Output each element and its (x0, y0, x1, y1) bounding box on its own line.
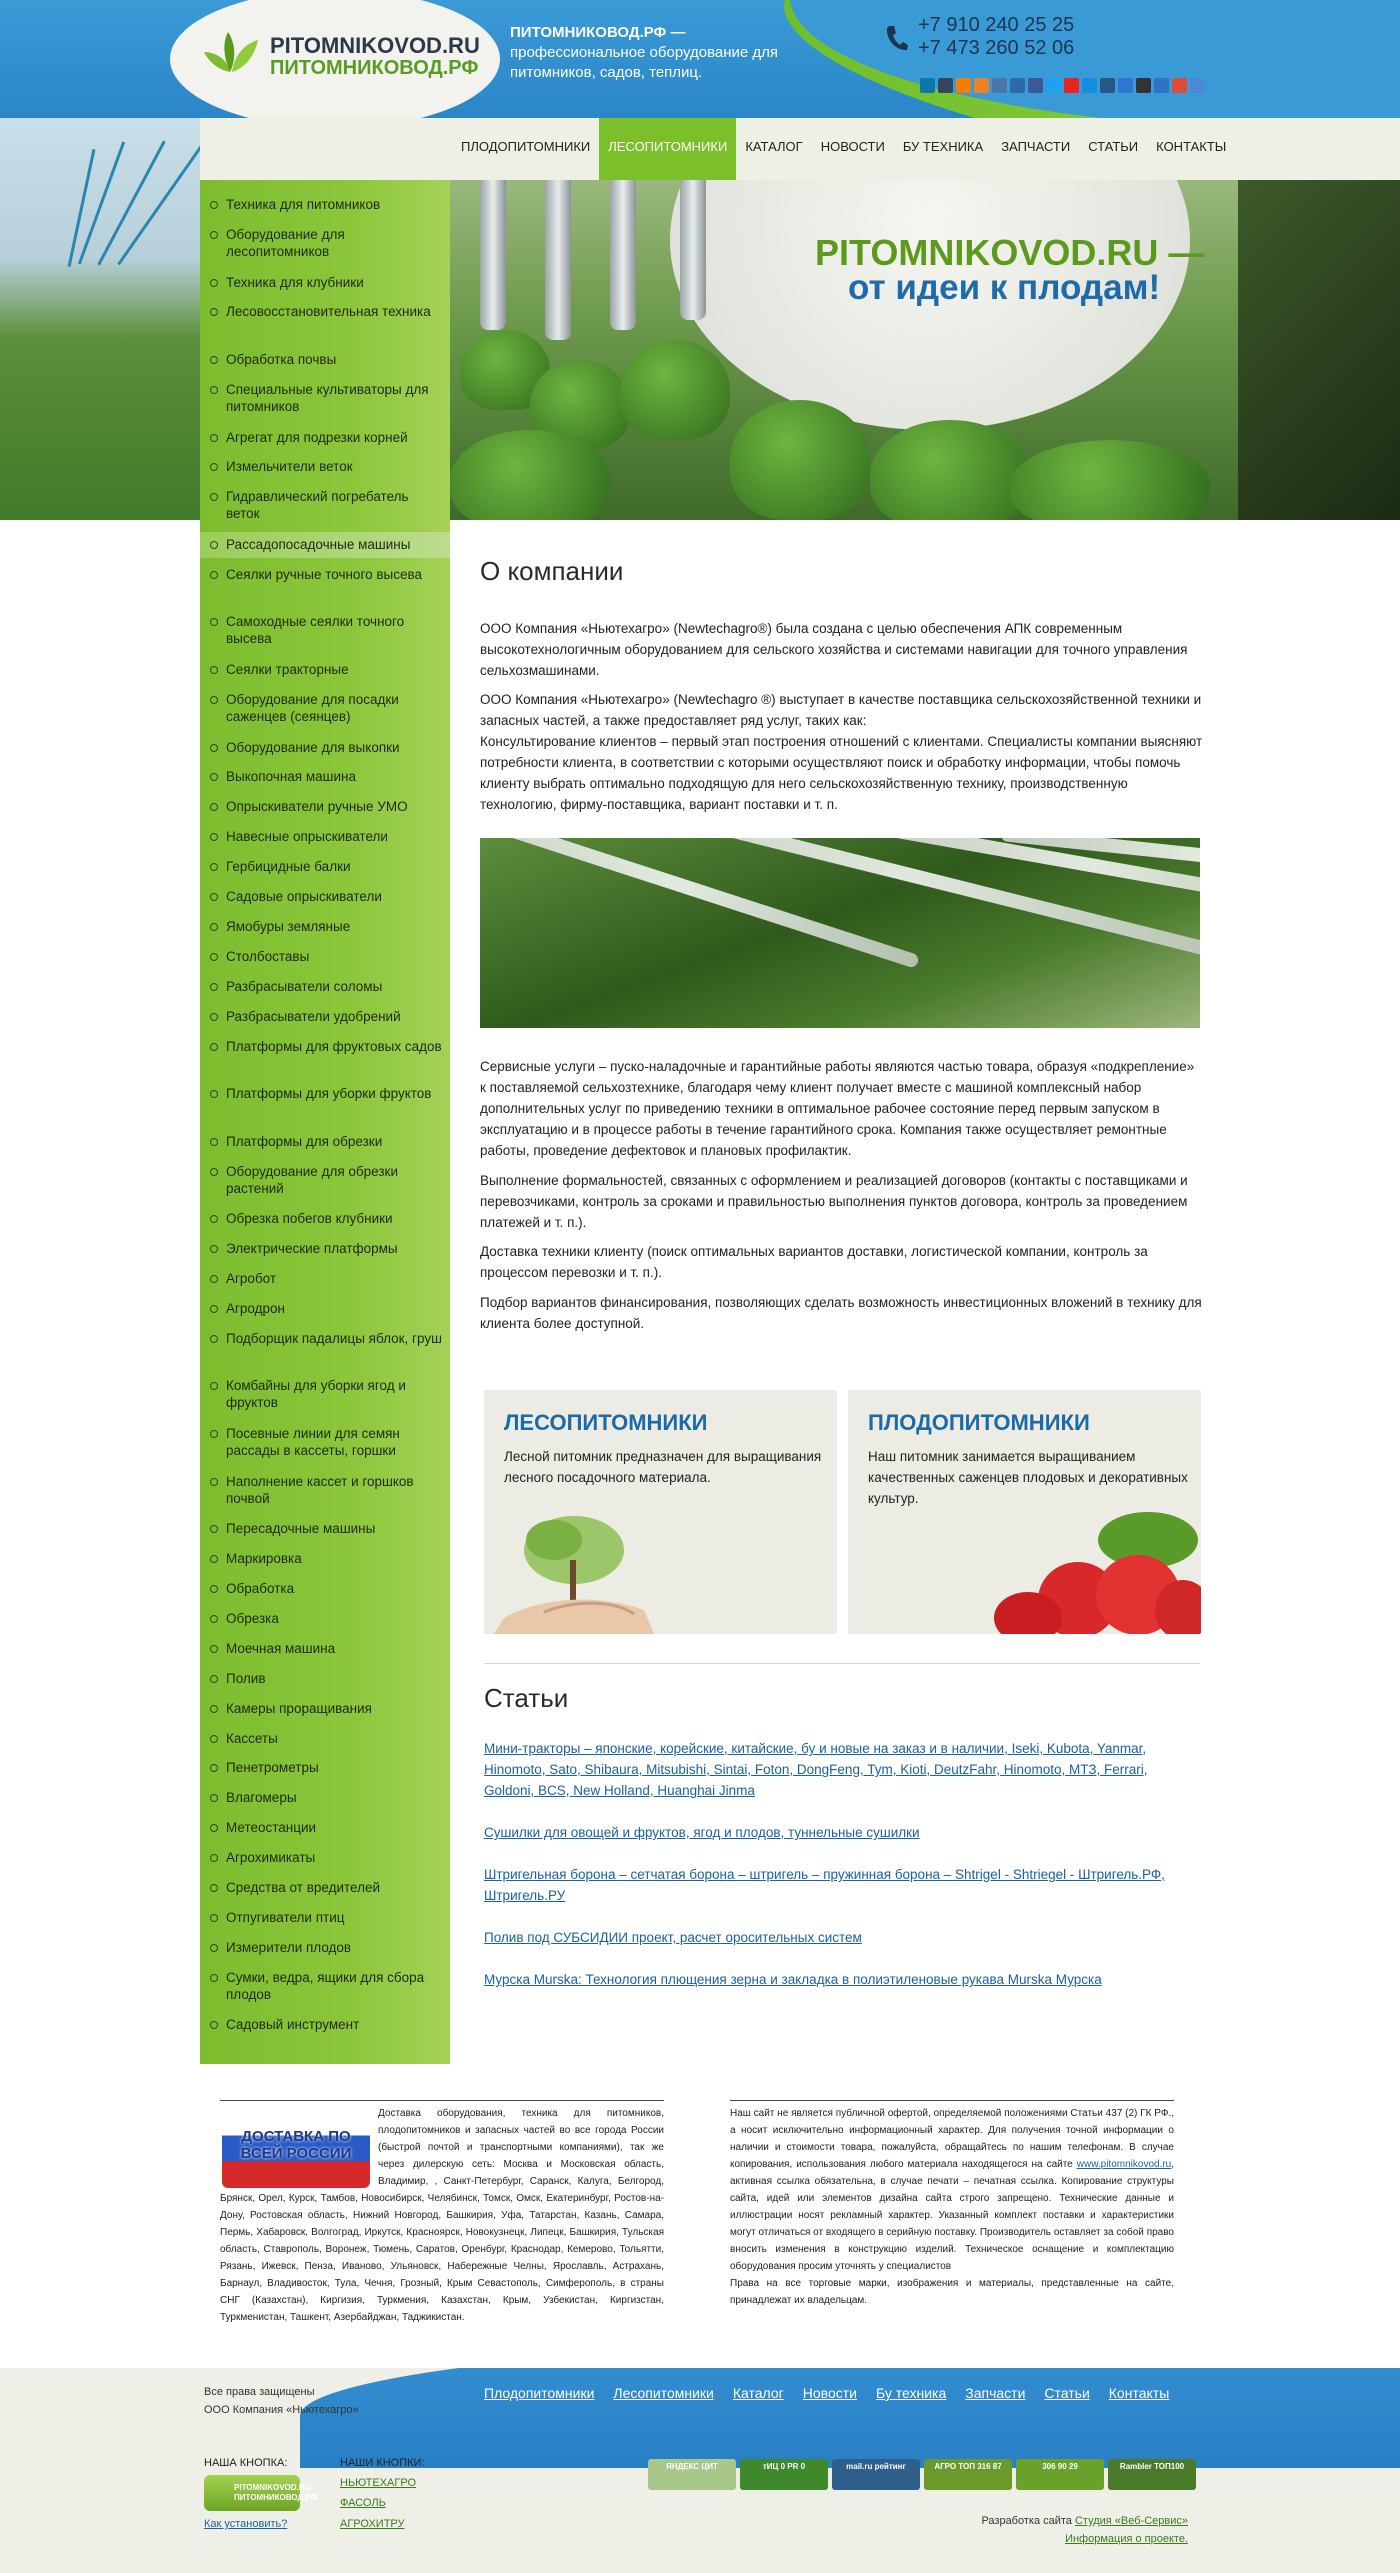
sidebar-item[interactable] (200, 1606, 450, 1632)
articles-title: Статьи (484, 1683, 569, 1713)
bullet-icon (210, 1735, 218, 1743)
nav-item[interactable]: КАТАЛОГ (745, 139, 803, 154)
footer-nav-item[interactable]: Новости (802, 2385, 857, 2401)
disclaimer-block (730, 2100, 1174, 2309)
bullet-icon (210, 1335, 218, 1343)
bullet-icon (210, 803, 218, 811)
yandex-icon[interactable] (1064, 78, 1079, 93)
card-forest-nurseries[interactable] (484, 1390, 837, 1634)
card-text: Наш питомник занимается выращиванием качественных саженцев плодовых и декоративных культур. (868, 1449, 1188, 1506)
delicious-icon[interactable] (1118, 78, 1133, 93)
site-header (0, 0, 1400, 118)
main-nav (452, 118, 1235, 180)
vkontakte-icon[interactable] (992, 78, 1007, 93)
logo-text-ru[interactable]: PITOMNIKOVOD.RU (270, 33, 480, 58)
bullet-icon (210, 571, 218, 579)
bullet-icon (210, 1168, 218, 1176)
card-title[interactable]: ПЛОДОПИТОМНИКИ (868, 1410, 1090, 1435)
about-paragraph-2a: ООО Компания «Ньютехагро» (Newtechagro ®) выступает в качестве поставщика сельскохозяйственной техники и запасных частей, а также предоставляет ряд услуг, таких как: (480, 692, 1202, 728)
bullet-icon (210, 308, 218, 316)
article-link[interactable]: Сушилки для овощей и фруктов, ягод и плодов, туннельные сушилки (484, 1825, 920, 1840)
about-paragraph-6: Подбор вариантов финансирования, позволяющих сделать возможность инвестиционных вложений в технику для клиента более доступной. (480, 1295, 1202, 1331)
bullet-icon (210, 201, 218, 209)
article-link[interactable]: Полив под СУБСИДИИ проект, расчет оросительных систем (484, 1930, 862, 1945)
sidebar-item[interactable] (200, 347, 450, 373)
flag-text: ДОСТАВКА ПО ВСЕЙ РОССИИ (240, 2128, 352, 2162)
bullet-icon (210, 666, 218, 674)
logo-leaf-icon[interactable] (202, 30, 260, 74)
footer-copyright (204, 2383, 359, 2419)
sidebar-item[interactable] (200, 1034, 450, 1074)
about-title: О компании (480, 556, 624, 586)
sidebar-item-label: Выкопочная машина (226, 769, 356, 785)
sidebar-item[interactable] (200, 1785, 450, 1811)
bullet-icon (210, 1430, 218, 1438)
bullet-icon (210, 1525, 218, 1533)
sidebar-item[interactable] (200, 484, 450, 524)
project-info-link[interactable]: Информация о проекте. (1065, 2533, 1188, 2545)
nav-item[interactable]: ПЛОДОПИТОМНИКИ (461, 139, 591, 154)
myspace-icon[interactable] (1136, 78, 1151, 93)
sidebar-item-label: Агробот (226, 1271, 277, 1286)
nav-item[interactable]: БУ ТЕХНИКА (902, 139, 984, 154)
google-plus-icon[interactable] (1172, 78, 1187, 93)
dev-studio-link[interactable]: Студия «Веб-Сервис» (1074, 2515, 1188, 2527)
bullet-icon (210, 1382, 218, 1390)
card-title[interactable]: ЛЕСОПИТОМНИКИ (504, 1410, 708, 1435)
about-paragraph-4: Выполнение формальностей, связанных с оформлением и реализацией договоров (контакты с поставщиками и перевозчиками, контроль за сроками и правильностью выполнения пунктов договора, контроль за проведением платежей и т. п.). (480, 1173, 1188, 1230)
bullet-icon (210, 1705, 218, 1713)
sidebar-item-label: Полив (226, 1670, 266, 1686)
sidebar-item[interactable] (200, 1875, 450, 1901)
bullet-icon (210, 893, 218, 901)
bullet-icon (210, 744, 218, 752)
phone-number-1[interactable]: +7 910 240 25 25 (918, 14, 1075, 36)
header-phones (918, 14, 1074, 60)
footer-nav-item[interactable]: Плодопитомники (484, 2385, 595, 2401)
sidebar-item[interactable] (200, 974, 450, 1000)
bullet-icon (210, 1974, 218, 1982)
bullet-icon (210, 1215, 218, 1223)
tree-in-hands-image (484, 1500, 837, 1634)
sidebar-item[interactable] (200, 609, 450, 649)
banner-slogan-line1: PITOMNIKOVOD.RU — (815, 232, 1205, 273)
bullet-icon (210, 1675, 218, 1683)
sidebar-item[interactable] (200, 1576, 450, 1602)
sidebar-item[interactable] (200, 1546, 450, 1572)
sidebar-item[interactable] (200, 854, 450, 880)
counter-yandex[interactable]: ЯНДЕКС ЦИТ (648, 2459, 736, 2490)
blogger-icon[interactable] (956, 78, 971, 93)
sidebar-item[interactable] (200, 562, 450, 602)
bullet-icon (210, 1043, 218, 1051)
sidebar-item[interactable] (200, 944, 450, 970)
sidebar-item[interactable] (200, 884, 450, 910)
about-paragraph-3: Сервисные услуги – пуско-наладочные и гарантийные работы являются частью товара, образуя «подкрепление» к поставляемой сельхозтехнике, благодаря чему клиент получает вместе с машиной комплексный набор дополнительных услуг по приведению техники в оптимальное рабочее состояние перед первым запуском в эксплуатацию и в процессе работы в течение гарантийного срока. Компания также осуществляет ремонтные работы, проведение дефектовок и плановых профилактик. (480, 1059, 1195, 1158)
sidebar-item-label: Подборщик падалицы яблок, груш (226, 1330, 442, 1346)
counter-rambler[interactable]: Rambler ТОП100 (1108, 2459, 1196, 2490)
counters-bar (648, 2459, 1196, 2490)
sidebar-item-label: Агрохимикаты (226, 1850, 316, 1866)
bullet-icon (210, 923, 218, 931)
footer-nav-item[interactable]: Запчасти (965, 2385, 1026, 2401)
sidebar-item[interactable] (200, 1965, 450, 2005)
bullet-icon (210, 773, 218, 781)
odnoklassniki-icon[interactable] (974, 78, 989, 93)
sidebar-item-label: Платформы для обрезки (226, 1133, 383, 1149)
sidebar-item-label: Навесные опрыскиватели (226, 829, 388, 845)
developer-credit (900, 2512, 1188, 2548)
sidebar-item-label: Столбоставы (226, 948, 310, 964)
sidebar-item[interactable] (200, 1469, 450, 1509)
bullet-icon (210, 541, 218, 549)
bullet-icon (210, 1305, 218, 1313)
tagline-title: ПИТОМНИКОВОД.РФ — (510, 24, 686, 41)
sidebar-item-label: Техника для питомников (226, 197, 381, 212)
sidebar-item[interactable] (200, 1516, 450, 1542)
sidebar-item-label: Агрегат для подрезки корней (226, 429, 408, 445)
sidebar-item-label: Обрезка побегов клубники (226, 1211, 393, 1227)
how-to-install-link[interactable]: Как установить? (204, 2518, 288, 2530)
catalog-sidebar (200, 180, 450, 2064)
about-paragraph-2b: Консультирование клиентов – первый этап построения отношений с клиентами. Специалисты компании выясняют потребности клиента, в соответствии с которыми осуществляют поиск и обработку информации, чтобы помочь клиенту выбрать оптимально подходящую для него сельскохозяйственную технику, производственную технологию, фирму-поставщика, вариант поставки и т. п. (480, 734, 1203, 812)
sidebar-item-label: Комбайны для уборки ягод и фруктов (226, 1378, 406, 1411)
sidebar-item[interactable] (200, 657, 450, 683)
social-share-bar (920, 78, 1205, 93)
sidebar-item-label: Техника для клубники (226, 274, 364, 290)
sidebar-item[interactable] (200, 687, 450, 727)
bullet-icon (210, 1884, 218, 1892)
counter-liveinternet[interactable]: 306 90 29 (1016, 2459, 1104, 2490)
disclaimer-text-2: Права на все торговые марки, изображения и материалы, представленные на сайте, принадлежат их владельцам. (730, 2278, 1174, 2306)
sidebar-item[interactable] (200, 1845, 450, 1871)
sidebar-item[interactable] (200, 270, 450, 296)
footer-nav-item[interactable]: Бу техника (875, 2385, 947, 2401)
sidebar-item-label: Опрыскиватели ручные УМО (226, 799, 408, 815)
sidebar-item[interactable] (200, 1373, 450, 1413)
sidebar-item[interactable] (200, 1296, 450, 1322)
sidebar-item-label: Оборудование для лесопитомников (226, 226, 345, 259)
bullet-icon (210, 231, 218, 239)
sidebar-item[interactable] (200, 1236, 450, 1262)
sidebar-item-label: Сеялки тракторные (226, 662, 349, 677)
sidebar-item[interactable] (200, 1159, 450, 1199)
footer-button-link[interactable]: НЬЮТЕХАГРО (340, 2477, 416, 2489)
bullet-icon (210, 1764, 218, 1772)
counter-mailru[interactable]: mail.ru рейтинг (832, 2459, 920, 2490)
bullet-icon (210, 434, 218, 442)
sidebar-item[interactable] (200, 1081, 450, 1121)
bullet-icon (210, 1824, 218, 1832)
bullet-icon (210, 1555, 218, 1563)
sidebar-item[interactable] (200, 222, 450, 262)
sidebar-item-label: Гидравлический погребатель веток (226, 489, 409, 522)
sidebar-item[interactable] (200, 377, 450, 417)
phone-number-2[interactable]: +7 473 260 52 06 (918, 37, 1075, 59)
phone-icon (884, 24, 908, 52)
header-swoosh-blue (790, 0, 1400, 118)
sidebar-item[interactable] (200, 2012, 450, 2038)
bullet-icon (210, 386, 218, 394)
sidebar-item-label: Оборудование для обрезки растений (226, 1163, 398, 1196)
bullet-icon (210, 1478, 218, 1486)
bullet-icon (210, 1615, 218, 1623)
sidebar-item-label: Маркировка (226, 1551, 302, 1567)
footer-button-link[interactable]: АГРОХИТРУ (340, 2518, 405, 2530)
sidebar-item-label: Обработка (226, 1581, 295, 1596)
sidebar-item-label: Камеры проращивания (226, 1700, 372, 1716)
sidebar-item-label: Средства от вредителей (226, 1880, 381, 1895)
sidebar-item-label: Метеостанции (226, 1820, 317, 1836)
moikrug-icon[interactable] (1190, 78, 1205, 93)
sidebar-item-label: Разбрасыватели соломы (226, 978, 383, 994)
tagline-text: профессиональное оборудование для питомников, садов, теплиц. (510, 44, 779, 81)
footer-button-link[interactable]: ФАСОЛЬ (340, 2497, 386, 2509)
sidebar-item-label: Разбрасыватели удобрений (226, 1008, 401, 1024)
sidebar-item[interactable] (200, 735, 450, 761)
copyright-line-2: ООО Компания «Ньютехагро» (204, 2404, 359, 2416)
header-tagline (510, 23, 810, 83)
sidebar-item[interactable] (200, 764, 450, 790)
sidebar-item[interactable] (200, 299, 450, 339)
sidebar-item-label: Платформы для уборки фруктов (226, 1086, 432, 1102)
sidebar-item[interactable] (200, 1004, 450, 1030)
sidebar-item[interactable] (200, 1755, 450, 1781)
nav-item[interactable]: ЛЕСОПИТОМНИКИ (599, 118, 736, 180)
sidebar-item-label: Измерители плодов (226, 1939, 352, 1955)
sidebar-item-label: Кассеты (226, 1730, 278, 1746)
card-text: Лесной питомник предназначен для выращивания лесного посадочного материала. (504, 1449, 822, 1485)
sidebar-item-label: Влагомеры (226, 1790, 297, 1806)
bullet-icon (210, 863, 218, 871)
sidebar-item-label: Садовый инструмент (226, 2017, 360, 2033)
bullet-icon (210, 983, 218, 991)
bullet-icon (210, 1090, 218, 1098)
bullet-icon (210, 618, 218, 626)
sidebar-item-label: Оборудование для выкопки (226, 739, 400, 755)
counter-agrotop[interactable]: АГРО ТОП 316 87 (924, 2459, 1012, 2490)
bullet-icon (210, 1013, 218, 1021)
bullet-icon (210, 696, 218, 704)
sidebar-item-label: Отпугиватели птиц (226, 1909, 345, 1925)
bullet-icon (210, 356, 218, 364)
sidebar-item[interactable] (200, 1636, 450, 1662)
field-photo (480, 838, 1200, 1028)
linkedin-icon[interactable] (920, 78, 935, 93)
sidebar-item-label: Оборудование для посадки саженцев (сеянцев) (226, 691, 399, 724)
bullet-icon (210, 1585, 218, 1593)
sidebar-item-label: Садовые опрыскиватели (226, 889, 382, 904)
nav-item[interactable]: ЗАПЧАСТИ (1001, 139, 1071, 154)
sidebar-item-label: Сумки, ведра, ящики для сбора плодов (226, 1969, 425, 2002)
disclaimer-text-1b: , активная ссылка обязательна, в случае печати – печатная ссылка. Копирование структуры сайта, идей или элементов дизайна сайта строго запрещено. Технические данные и иллюстрации носят рекламный характер. Указанный комплект поставки и характеристики могут отличаться от входящего в серийную поставку. Производитель оставляет за собой право вносить изменения в конструкцию изделий. Техническое оснащение и комплектацию оборудования просим уточнять у специалистов (730, 2159, 1175, 2272)
article-link[interactable]: Мурска Murska: Технология плющения зерна и закладка в полиэтиленовые рукава Murska Мурска (484, 1972, 1102, 1987)
footer-nav-item[interactable]: Лесопитомники (613, 2385, 714, 2401)
sidebar-item-label: Наполнение кассет и горшков почвой (226, 1473, 414, 1506)
bullet-icon (210, 1275, 218, 1283)
sidebar-item[interactable] (200, 425, 450, 451)
nav-item[interactable]: НОВОСТИ (820, 139, 885, 154)
moimir-icon[interactable] (1082, 78, 1097, 93)
footer-blue-band (300, 2368, 1400, 2468)
greenhouse-photo (0, 118, 200, 520)
sidebar-item[interactable] (200, 1696, 450, 1722)
bullet-icon (210, 1245, 218, 1253)
tumblr-icon[interactable] (938, 78, 953, 93)
disclaimer-text-1: Наш сайт не является публичной офертой, определяемой положениями Статьи 437 (2) ГК РФ., а носит исключительно информационный характер. Для получения точной информации о наличии и стоимости товара, пожалуйста, обращайтесь по нашим телефонам. В случае копирования, использования любого материала находящегося на сайте (730, 2108, 1174, 2170)
sidebar-item-label: Обрезка (226, 1610, 279, 1626)
sidebar-item-label: Сеялки ручные точного высева (226, 566, 422, 582)
sidebar-item[interactable] (200, 1129, 450, 1155)
nav-item[interactable]: СТАТЬИ (1088, 139, 1139, 154)
bullet-icon (210, 1854, 218, 1862)
sidebar-item[interactable] (200, 532, 450, 558)
article-link[interactable]: Штригельная борона – сетчатая борона – штригель – пружинная борона – Shtrigel - Shtriegel - Штригель.РФ, Штригель.РУ (484, 1867, 1165, 1903)
section-divider (484, 1663, 1200, 1664)
sidebar-item-label: Пенетрометры (226, 1760, 319, 1776)
article-link[interactable]: Мини-тракторы – японские, корейские, китайские, бу и новые на заказ и в наличии, Iseki, Kubota, Yanmar, Hinomoto, Sato, Shibaura, Mitsubishi, Sintai, Foton, DongFeng, Tym, Kioti, DeutzFahr, Hinomoto, МТЗ, Ferrari, Goldoni, BCS, New Holland, Huanghai Jinma (484, 1741, 1148, 1798)
counter-tic[interactable]: тИЦ 0 PR 0 (740, 2459, 828, 2490)
bullet-icon (210, 463, 218, 471)
about-paragraph-1: ООО Компания «Ньютехагро» (Newtechagro®) была создана с целью обеспечения АПК современным высокотехнологичным оборудованием для сельского хозяйства и системами навигации для точного управления сельхозмашинами. (480, 621, 1188, 678)
sidebar-item[interactable] (200, 1266, 450, 1292)
sidebar-item[interactable] (200, 454, 450, 480)
sidebar-item[interactable] (200, 1421, 450, 1461)
bullet-icon (210, 1645, 218, 1653)
our-button-label: НАША КНОПКА: (204, 2457, 288, 2469)
sidebar-item[interactable] (200, 794, 450, 820)
bullet-icon (210, 1914, 218, 1922)
facebook-icon[interactable] (1028, 78, 1043, 93)
bullet-icon (210, 279, 218, 287)
sidebar-item-label: Моечная машина (226, 1640, 336, 1656)
sidebar-item-label: Платформы для фруктовых садов (226, 1038, 442, 1054)
liveinternet-icon[interactable] (1010, 78, 1025, 93)
sidebar-item[interactable] (200, 1935, 450, 1961)
logo-text-rf[interactable]: ПИТОМНИКОВОД.РФ (270, 57, 479, 79)
sidebar-item-label: Рассадопосадочные машины (226, 536, 411, 552)
sidebar-item-label: Измельчители веток (226, 459, 353, 475)
sidebar-item[interactable] (200, 1905, 450, 1931)
sidebar-item-label: Ямобуры земляные (226, 918, 351, 934)
sidebar-item-label: Электрические платформы (226, 1241, 398, 1257)
delivery-text: Доставка оборудования, техника для питомников, плодопитомников и запасных частей во все города России (быстрой почтой и транспортными компаниями), так же через дилерскую сеть: Москва и Московская область, Владимир, , Санкт-Петербург, Саранск, Калуга, Белгород, Брянск, Орел, Курск, Тамбов, Новосибирск, Челябинск, Томск, Омск, Екатеринбург, Ростов-на-Дону, Ростовская область, Нижний Новгород, Башкирия, Уфа, Татарстан, Казань, Самара, Пермь, Хабаровск, Волгоград, Иркутск, Красноярск, Новокузнецк, Липецк, Башкирия, Тульская область, Ставрополь, Воронеж, Тюмень, Саратов, Оренбург, Краснодар, Кемерово, Тольятти, Рязань, Ижевск, Пенза, Иваново, Ульяновск, Набережные Челны, Ярославль, Астрахань, Барнаул, Владивосток, Тула, Чечня, Грозный, Крым Севастополь, Симферополь, в страны СНГ (Казахстан), Киргизия, Туркмения, Казахстан, Крым, Узбекистан, Киргизстан, Туркменистан, Ташкент, Азербайджан, Таджикистан. (220, 2108, 664, 2323)
site-link[interactable]: www.pitomnikovod.ru (1076, 2159, 1172, 2170)
our-button-text: PITOMNIKOVOD.RU ПИТОМНИКОВОД.РФ (234, 2483, 318, 2502)
sidebar-item[interactable] (200, 914, 450, 940)
copyright-line-1: Все права защищены (204, 2386, 315, 2398)
banner-seedling-tray (1238, 180, 1400, 520)
sidebar-item[interactable] (200, 192, 450, 218)
bullet-icon (210, 1794, 218, 1802)
bullet-icon (210, 493, 218, 501)
footer-nav-item[interactable]: Статьи (1044, 2385, 1090, 2401)
our-buttons-label: НАШИ КНОПКИ: (340, 2457, 425, 2469)
sidebar-item-label: Специальные культиваторы для питомников (226, 381, 429, 414)
footer-nav-item[interactable]: Контакты (1108, 2385, 1170, 2401)
sidebar-item-label: Агродрон (226, 1300, 285, 1316)
sidebar-item-label: Обработка почвы (226, 352, 337, 367)
friendfeed-icon[interactable] (1154, 78, 1169, 93)
livejournal-icon[interactable] (1100, 78, 1115, 93)
bullet-icon (210, 1944, 218, 1952)
banner-slogan-line2: от идеи к плодам! (848, 268, 1161, 307)
sidebar-item-label: Посевные линии для семян рассады в кассеты, горшки (226, 1426, 400, 1458)
sidebar-item-label: Самоходные сеялки точного высева (226, 614, 405, 647)
sidebar-item-label: Гербицидные балки (226, 859, 351, 875)
sidebar-item[interactable] (200, 1726, 450, 1752)
twitter-icon[interactable] (1046, 78, 1061, 93)
our-button-badge[interactable] (204, 2475, 318, 2511)
sidebar-item[interactable] (200, 1326, 450, 1366)
bullet-icon (210, 2021, 218, 2029)
sidebar-item[interactable] (200, 1666, 450, 1692)
sidebar-item[interactable] (200, 1815, 450, 1841)
bullet-icon (210, 953, 218, 961)
russia-delivery-flag (222, 2110, 370, 2188)
card-fruit-nurseries[interactable] (848, 1390, 1201, 1634)
footer-nav-item[interactable]: Каталог (732, 2385, 784, 2401)
sidebar-item[interactable] (200, 824, 450, 850)
sidebar-item-label: Пересадочные машины (226, 1521, 376, 1537)
sidebar-item-label: Лесовосстановительная техника (226, 304, 431, 320)
dev-prefix: Разработка сайта (981, 2515, 1072, 2527)
bullet-icon (210, 833, 218, 841)
sidebar-item[interactable] (200, 1206, 450, 1232)
nav-item[interactable]: КОНТАКТЫ (1156, 139, 1227, 154)
strawberry-image (848, 1500, 1201, 1634)
footer-nav (484, 2385, 1169, 2401)
bullet-icon (210, 1138, 218, 1146)
about-paragraph-5: Доставка техники клиенту (поиск оптимальных вариантов доставки, логистической компании, контроль за процессом перевозки и т. п.). (480, 1244, 1148, 1280)
